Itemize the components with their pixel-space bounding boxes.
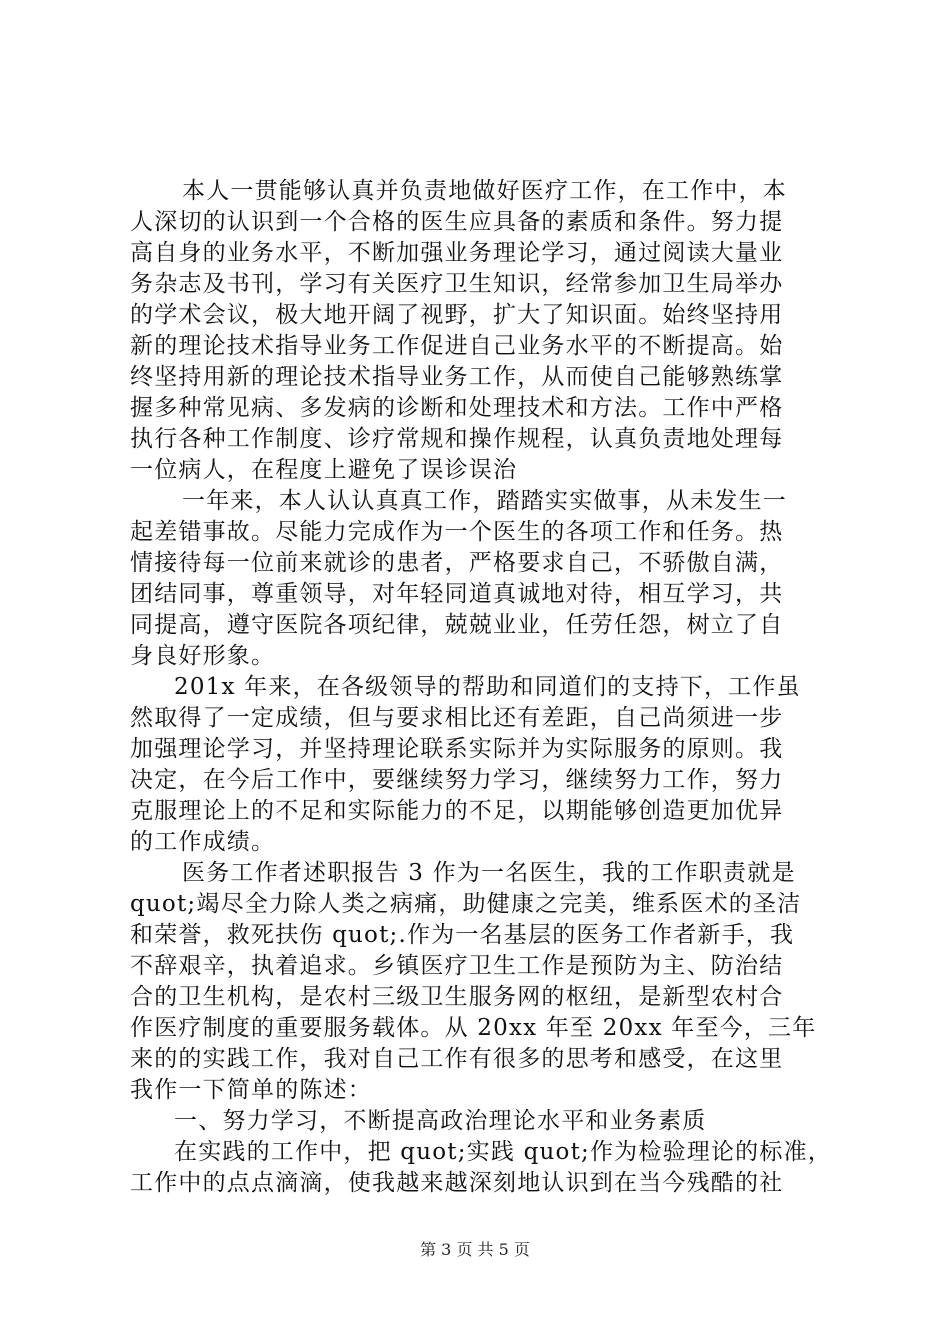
text-line: 的工作成绩。 <box>130 829 276 855</box>
text-line: 人深切的认识到一个合格的医生应具备的素质和条件。努力提 <box>130 209 784 235</box>
text-line: 来的的实践工作，我对自己工作有很多的思考和感受，在这里 <box>130 1046 784 1072</box>
text-line: quot;竭尽全力除人类之病痛，助健康之完美，维系医术的圣洁 <box>130 891 802 917</box>
text-line: 情接待每一位前来就诊的患者，严格要求自己，不骄傲自满， <box>130 550 784 576</box>
text-line: 务杂志及书刊，学习有关医疗卫生知识，经常参加卫生局举办 <box>130 271 784 297</box>
text-line: 一位病人，在程度上避免了误诊误治 <box>130 457 518 483</box>
text-line: 不辞艰辛，执着追求。乡镇医疗卫生工作是预防为主、防治结 <box>130 953 784 979</box>
text-line: 在实践的工作中，把 quot;实践 quot;作为检验理论的标准， <box>174 1139 832 1165</box>
section-heading: 一、努力学习，不断提高政治理论水平和业务素质 <box>174 1108 707 1134</box>
text-line: 然取得了一定成绩，但与要求相比还有差距，自己尚须进一步 <box>130 705 784 731</box>
text-line: 和荣誉，救死扶伤 quot;.作为一名基层的医务工作者新手，我 <box>130 922 795 948</box>
text-line: 新的理论技术指导业务工作促进自己业务水平的不断提高。始 <box>130 333 784 359</box>
page-number-footer: 第 3 页 共 5 页 <box>420 1240 530 1259</box>
text-line: 握多种常见病、多发病的诊断和处理技术和方法。工作中严格 <box>130 395 784 421</box>
text-line: 本人一贯能够认真并负责地做好医疗工作，在工作中，本 <box>182 178 787 204</box>
text-line: 加强理论学习，并坚持理论联系实际并为实际服务的原则。我 <box>130 736 784 762</box>
text-line: 一年来，本人认认真真工作，踏踏实实做事，从未发生一 <box>182 488 787 514</box>
text-line: 作医疗制度的重要服务载体。从 20xx 年至 20xx 年至今，三年 <box>130 1015 817 1041</box>
text-line: 身良好形象。 <box>130 643 276 669</box>
text-line: 高自身的业务水平，不断加强业务理论学习，通过阅读大量业 <box>130 240 784 266</box>
text-line: 决定，在今后工作中，要继续努力学习，继续努力工作，努力 <box>130 767 784 793</box>
text-line: 我作一下简单的陈述： <box>130 1077 372 1103</box>
text-line: 起差错事故。尽能力完成作为一个医生的各项工作和任务。热 <box>130 519 784 545</box>
document-body <box>130 176 830 1199</box>
text-line: 团结同事，尊重领导，对年轻同道真诚地对待，相互学习，共 <box>130 581 784 607</box>
text-line: 克服理论上的不足和实际能力的不足，以期能够创造更加优异 <box>130 798 784 824</box>
text-line: 同提高，遵守医院各项纪律，兢兢业业，任劳任怨，树立了自 <box>130 612 784 638</box>
text-line: 合的卫生机构，是农村三级卫生服务网的枢纽，是新型农村合 <box>130 984 784 1010</box>
text-line: 201x 年来，在各级领导的帮助和同道们的支持下，工作虽 <box>174 674 801 700</box>
text-line: 医务工作者述职报告 3 作为一名医生，我的工作职责就是 <box>182 860 796 886</box>
text-line: 工作中的点点滴滴，使我越来越深刻地认识到在当今残酷的社 <box>130 1170 784 1196</box>
text-line: 的学术会议，极大地开阔了视野，扩大了知识面。始终坚持用 <box>130 302 784 328</box>
text-line: 终坚持用新的理论技术指导业务工作，从而使自己能够熟练掌 <box>130 364 784 390</box>
text-line: 执行各种工作制度、诊疗常规和操作规程，认真负责地处理每 <box>130 426 784 452</box>
